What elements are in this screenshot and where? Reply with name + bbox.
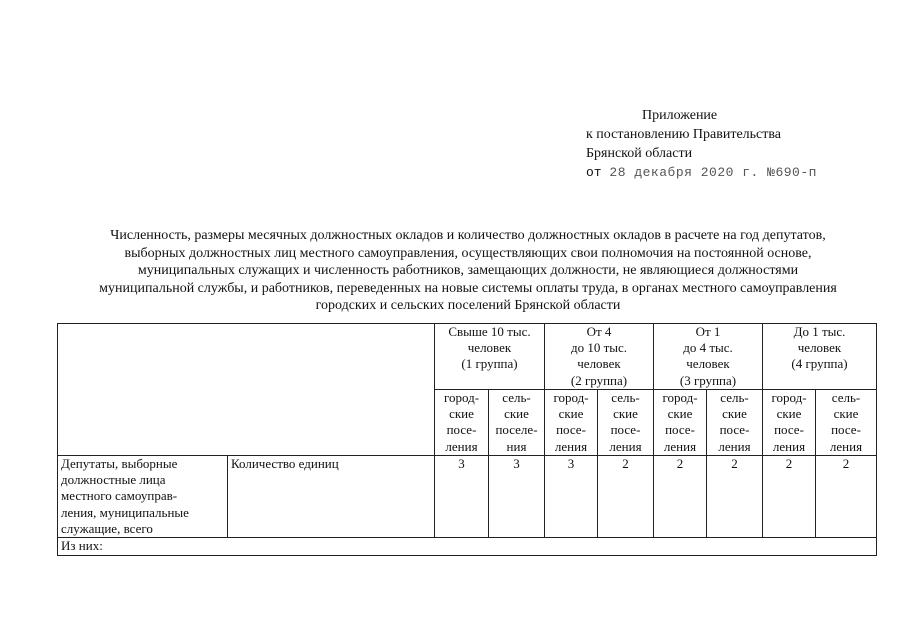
subheader-rural-3: сель- ские посе- ления	[707, 390, 763, 456]
staffing-table	[57, 323, 877, 556]
appendix-date-line	[586, 163, 817, 182]
table-row	[58, 538, 877, 556]
subheader-rural-4: сель- ские посе- ления	[816, 390, 877, 456]
subheader-urban-4: город- ские посе- ления	[763, 390, 816, 456]
subheader-urban-2: город- ские посе- ления	[545, 390, 598, 456]
row-category-cell: Депутаты, выборные должностные лица местного самоуправ- ления, муниципальные служащие, всего	[58, 456, 228, 538]
appendix-heading: Приложение	[642, 108, 718, 123]
appendix-date-prefix: от	[586, 165, 602, 180]
value-cell: 2	[763, 456, 816, 538]
group-header-2: От 4 до 10 тыс. человек (2 группа)	[545, 324, 654, 390]
title-line: выборных должностных лиц местного самоуправления, осуществляющих свои полномочия на постоянной основе,	[124, 245, 812, 261]
group-header-4: До 1 тыс. человек (4 группа)	[763, 324, 877, 390]
group-header-row	[58, 324, 877, 390]
document-title	[55, 227, 881, 315]
value-cell: 2	[654, 456, 707, 538]
row-measure-cell: Количество единиц	[228, 456, 435, 538]
appendix-block	[586, 106, 817, 182]
value-cell: 3	[545, 456, 598, 538]
appendix-resolution-line: к постановлению Правительства	[586, 127, 782, 142]
appendix-date-value: 28 декабря 2020 г. №690-п	[609, 165, 817, 180]
appendix-region-line: Брянской области	[586, 146, 693, 161]
subheader-urban-1: город- ские посе- ления	[435, 390, 489, 456]
title-line: городских и сельских поселений Брянской области	[315, 298, 621, 313]
title-line: муниципальных служащих и численность работников, замещающих должности, не являющиеся должностями	[137, 263, 799, 278]
title-line: муниципальной службы, и работников, переведенных на новые системы оплаты труда, в органах местного самоуправления	[99, 280, 837, 296]
value-cell: 2	[816, 456, 877, 538]
subheader-rural-1: сель- ские поселе- ния	[489, 390, 545, 456]
group-header-3: От 1 до 4 тыс. человек (3 группа)	[654, 324, 763, 390]
title-line: Численность, размеры месячных должностных окладов и количество должностных окладов в расчете на год депутатов,	[110, 228, 826, 243]
group-header-1: Свыше 10 тыс. человек (1 группа)	[435, 324, 545, 390]
of-which-label: Из них:	[58, 538, 877, 556]
value-cell: 2	[598, 456, 654, 538]
value-cell: 2	[707, 456, 763, 538]
value-cell: 3	[489, 456, 545, 538]
subheader-rural-2: сель- ские посе- ления	[598, 390, 654, 456]
table-row	[58, 456, 877, 538]
value-cell: 3	[435, 456, 489, 538]
header-empty-cell	[58, 324, 435, 456]
subheader-urban-3: город- ские посе- ления	[654, 390, 707, 456]
